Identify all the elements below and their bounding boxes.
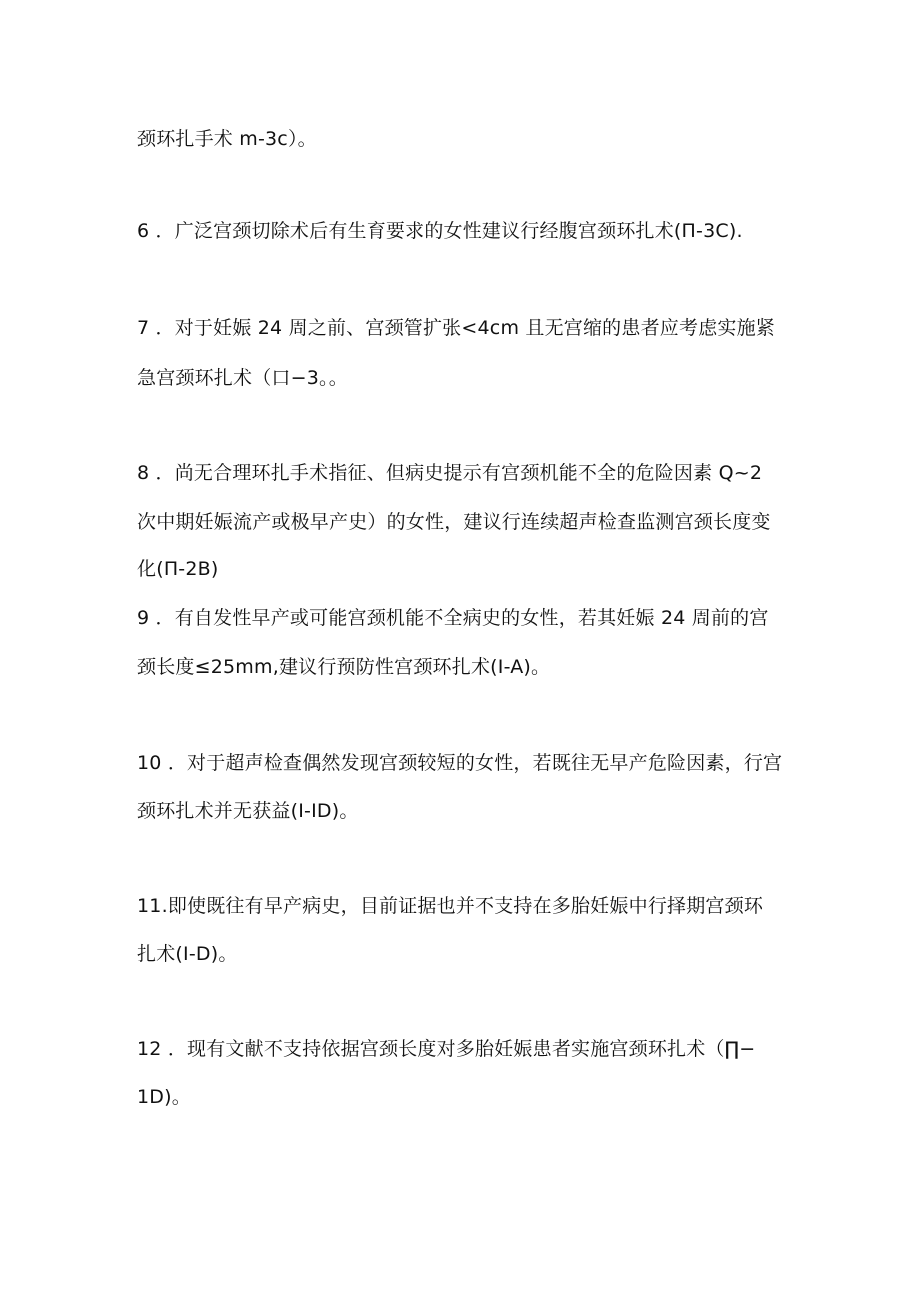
text-line: 急宫颈环扎术（口−3。。 <box>137 367 348 389</box>
text-line: 颈环扎术并无获益(I-ID)。 <box>137 800 359 822</box>
text-line: 1D)。 <box>137 1086 191 1108</box>
text-line: 12 ．现有文献不支持依据宫颈长度对多胎妊娠患者实施宫颈环扎术（∏− <box>137 1038 756 1060</box>
text-line: 次中期妊娠流产或极早产史）的女性，建议行连续超声检查监测宫颈长度变 <box>137 511 771 533</box>
text-line: 扎术(I-D)。 <box>137 943 238 965</box>
text-line: 颈环扎手术 m-3c）。 <box>137 128 317 150</box>
text-line: 9 ．有自发性早产或可能宫颈机能不全病史的女性，若其妊娠 24 周前的宫 <box>137 607 769 629</box>
text-line: 7 ．对于妊娠 24 周之前、宫颈管扩张<4cm 且无宫缩的患者应考虑实施紧 <box>137 317 775 339</box>
text-line: 8 ．尚无合理环扎手术指征、但病史提示有宫颈机能不全的危险因素 Q~2 <box>137 462 763 484</box>
text-line: 颈长度≤25mm,建议行预防性宫颈环扎术(I-A)。 <box>137 656 551 678</box>
text-line: 化(Π-2B) <box>137 558 219 580</box>
text-line: 6 ．广泛宫颈切除术后有生育要求的女性建议行经腹宫颈环扎术(Π-3C). <box>137 220 743 242</box>
text-line: 10 ．对于超声检查偶然发现宫颈较短的女性，若既往无早产危险因素，行宫 <box>137 752 783 774</box>
text-line: 11.即使既往有早产病史，目前证据也并不支持在多胎妊娠中行择期宫颈环 <box>137 895 764 917</box>
